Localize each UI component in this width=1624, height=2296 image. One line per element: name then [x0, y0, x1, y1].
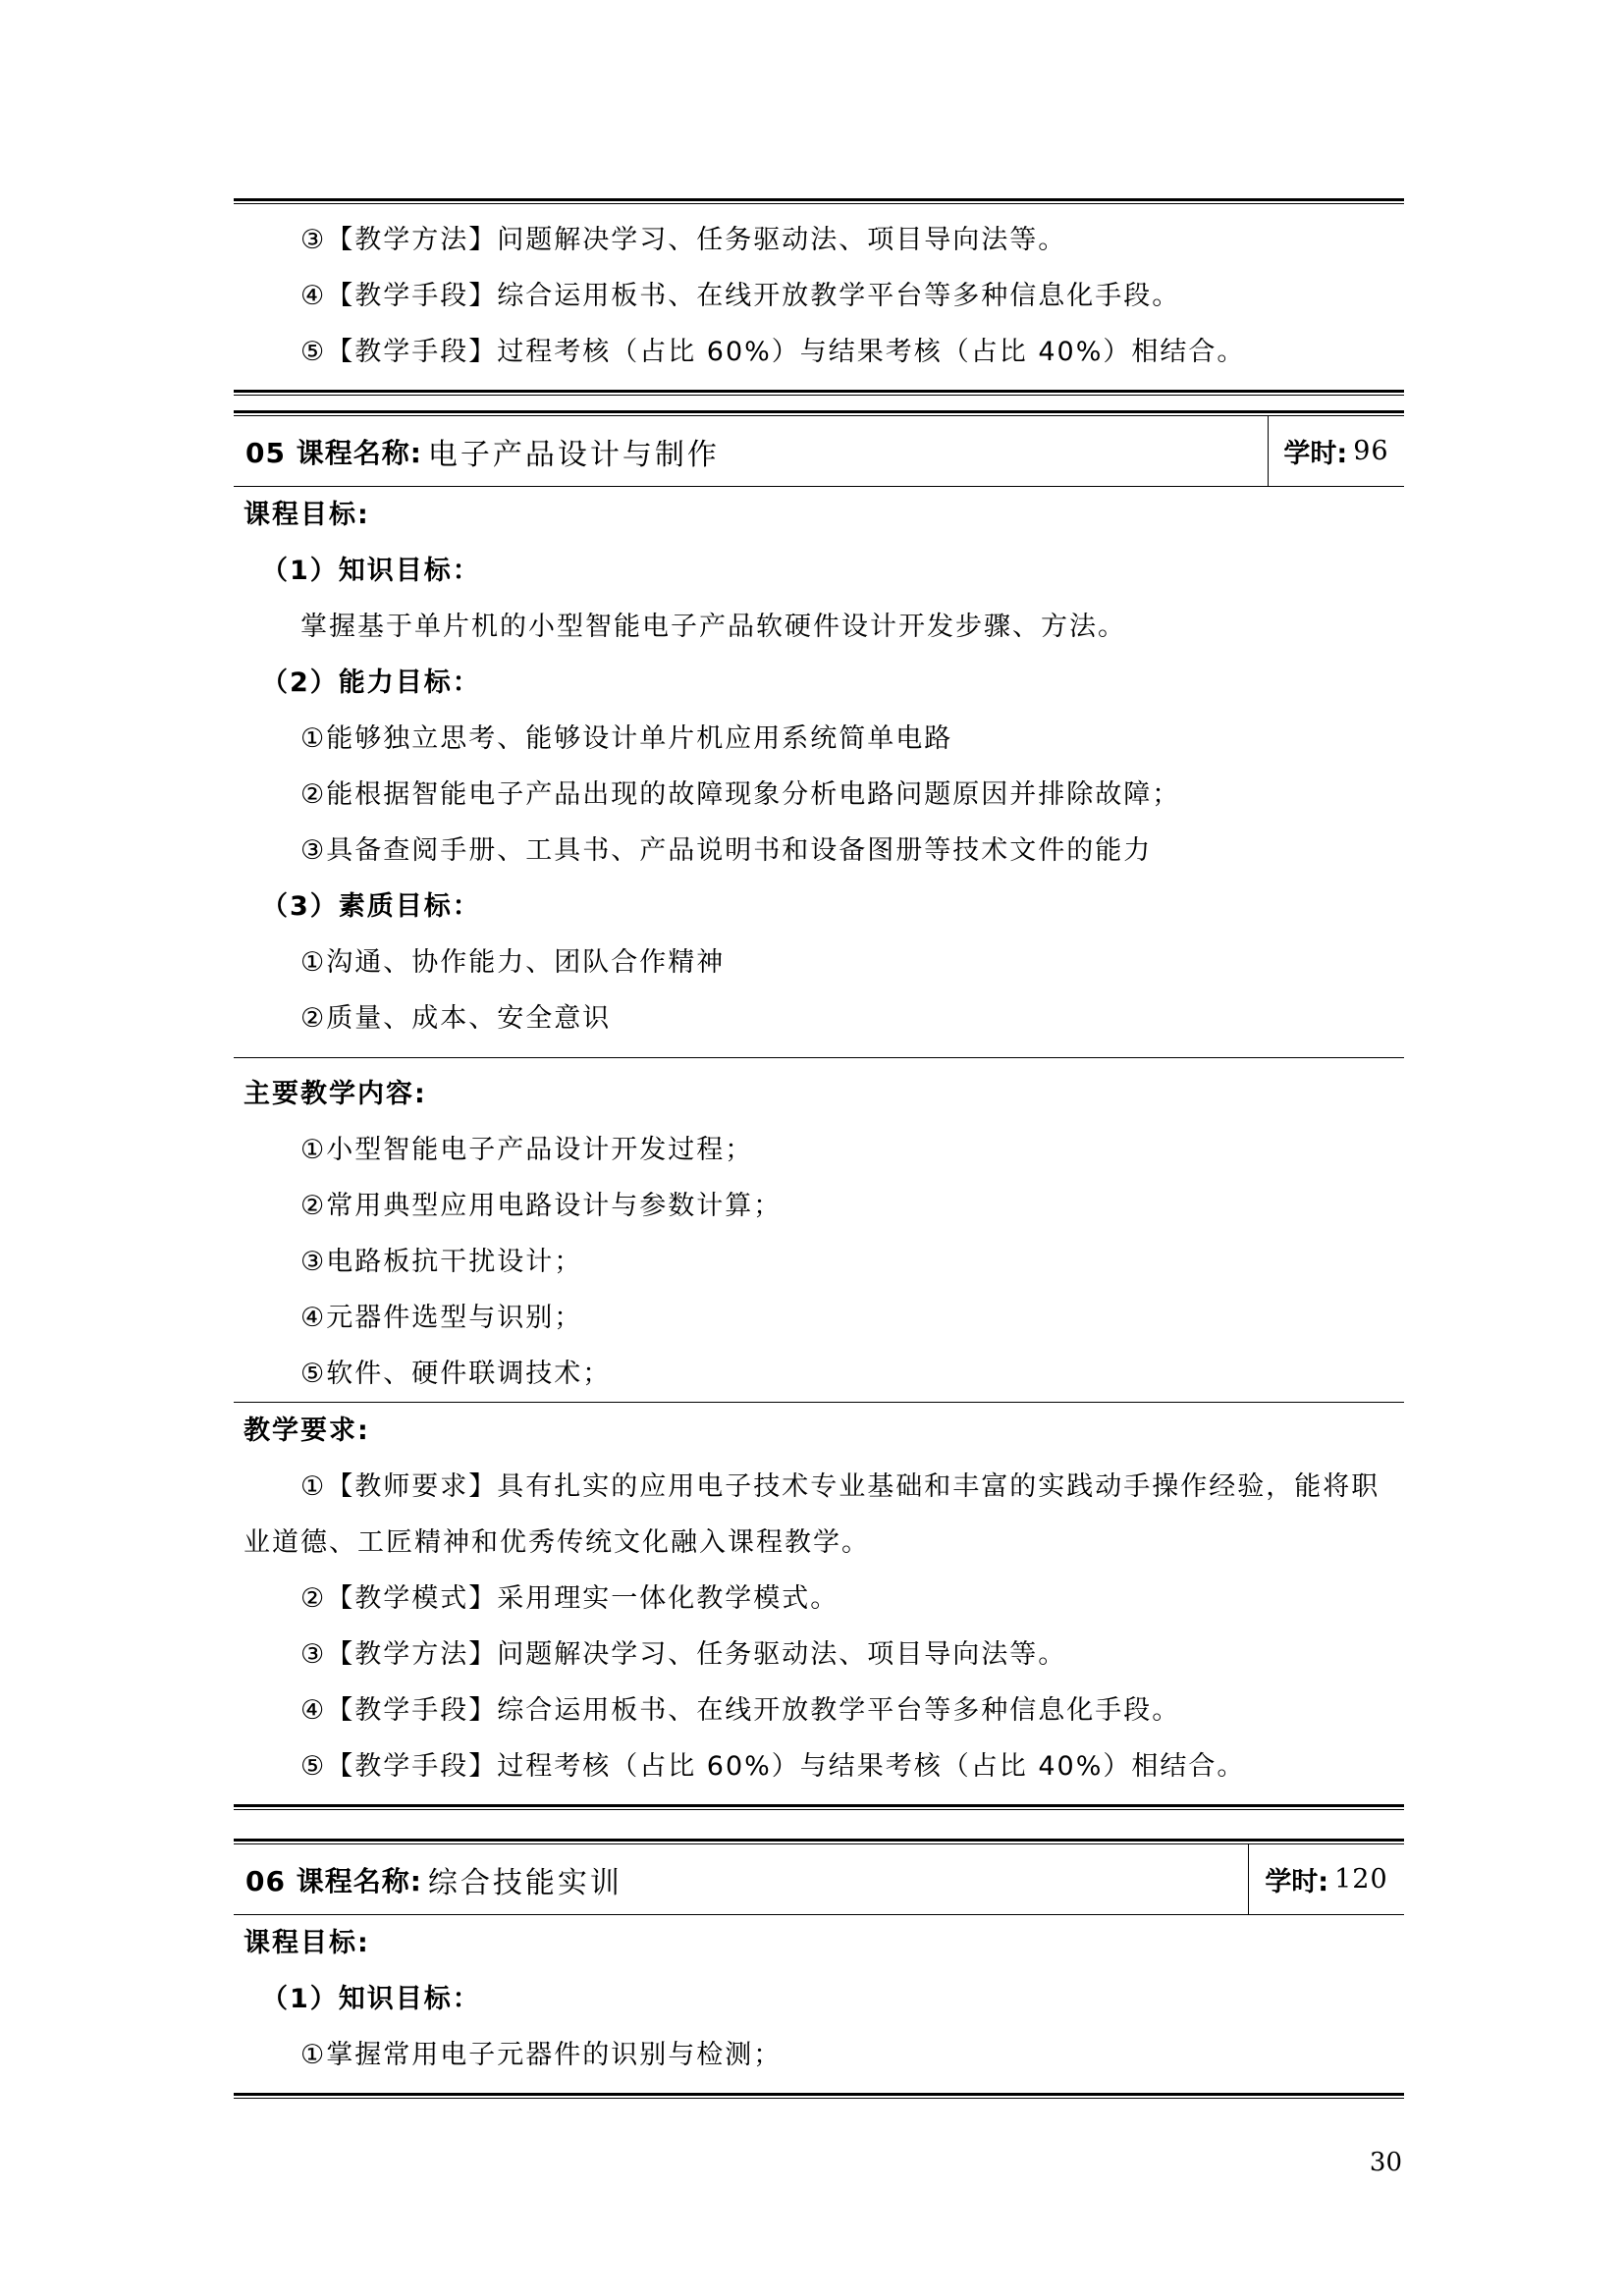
hours-value: 120: [1334, 1864, 1388, 1895]
course-06-hours: [1248, 1844, 1404, 1914]
requirements-line: ①【教师要求】具有扎实的应用电子技术专业基础和丰富的实践动手操作经验，能将职: [300, 1471, 1380, 1502]
quality-heading: （3）素质目标：: [261, 891, 481, 922]
top-line-3: ⑤【教学手段】过程考核（占比 60%）与结果考核（占比 40%）相结合。: [300, 337, 1246, 367]
knowledge-item: ①掌握常用电子元器件的识别与检测；: [300, 2040, 783, 2070]
course-06-title-row: [234, 1844, 1404, 1915]
content-item: ③电路板抗干扰设计；: [300, 1247, 583, 1277]
course-06-title: [234, 1844, 1248, 1914]
course-name-label: 06 课程名称:: [245, 1864, 422, 1897]
content-item: ④元器件选型与识别；: [300, 1303, 583, 1333]
knowledge-heading: （1）知识目标：: [261, 1984, 481, 2014]
top-section: [234, 198, 1404, 396]
requirements-heading: 教学要求:: [244, 1415, 370, 1446]
quality-item: ②质量、成本、安全意识: [300, 1003, 612, 1034]
course-name-value: 电子产品设计与制作: [427, 437, 720, 472]
content-item: ⑤软件、硬件联调技术；: [300, 1359, 612, 1389]
objectives-heading: 课程目标:: [244, 500, 370, 530]
course-05-block: [234, 410, 1404, 1810]
requirements-item: ②【教学模式】采用理实一体化教学模式。: [300, 1583, 839, 1614]
course-06-bottom-rule: [234, 2093, 1404, 2099]
requirements-line-continued: 业道德、工匠精神和优秀传统文化融入课程教学。: [244, 1527, 870, 1558]
knowledge-heading: （1）知识目标：: [261, 556, 481, 586]
course-05-bottom-rule: [234, 1804, 1404, 1810]
requirements-item: ④【教学手段】综合运用板书、在线开放教学平台等多种信息化手段。: [300, 1695, 1181, 1726]
course-name-label: 05 课程名称:: [245, 436, 422, 469]
course-06-block: [234, 1839, 1404, 2099]
top-line-1: ③【教学方法】问题解决学习、任务驱动法、项目导向法等。: [300, 225, 1067, 255]
quality-item: ①沟通、协作能力、团队合作精神: [300, 947, 726, 978]
course-05-title: [234, 416, 1268, 486]
objectives-heading: 课程目标:: [244, 1928, 370, 1958]
ability-heading: （2）能力目标：: [261, 667, 481, 698]
course-05-title-row: [234, 416, 1404, 487]
content-item: ①小型智能电子产品设计开发过程；: [300, 1135, 754, 1165]
course-name-value: 综合技能实训: [427, 1865, 623, 1900]
ability-item: ②能根据智能电子产品出现的故障现象分析电路问题原因并排除故障；: [300, 779, 1181, 810]
content-item: ②常用典型应用电路设计与参数计算；: [300, 1191, 783, 1221]
hours-label: 学时:: [1283, 439, 1348, 469]
requirements-item: ⑤【教学手段】过程考核（占比 60%）与结果考核（占比 40%）相结合。: [300, 1751, 1246, 1782]
page-number: 30: [1369, 2148, 1402, 2177]
hours-label: 学时:: [1265, 1867, 1329, 1897]
section-bottom-rule: [234, 390, 1404, 396]
content-heading: 主要教学内容:: [244, 1079, 427, 1109]
ability-item: ③具备查阅手册、工具书、产品说明书和设备图册等技术文件的能力: [300, 835, 1153, 866]
knowledge-item: 掌握基于单片机的小型智能电子产品软硬件设计开发步骤、方法。: [300, 612, 1126, 642]
course-05-hours: [1268, 416, 1404, 486]
requirements-item: ③【教学方法】问题解决学习、任务驱动法、项目导向法等。: [300, 1639, 1067, 1670]
hours-value: 96: [1353, 436, 1389, 466]
ability-item: ①能够独立思考、能够设计单片机应用系统简单电路: [300, 723, 953, 754]
top-line-2: ④【教学手段】综合运用板书、在线开放教学平台等多种信息化手段。: [300, 281, 1181, 311]
